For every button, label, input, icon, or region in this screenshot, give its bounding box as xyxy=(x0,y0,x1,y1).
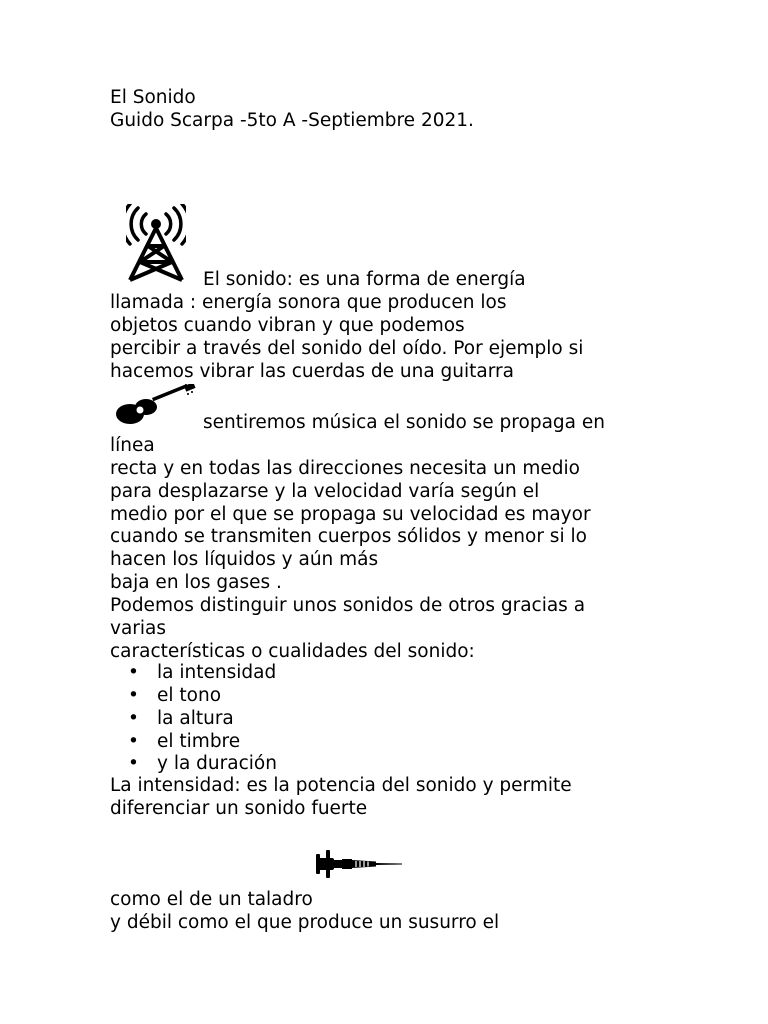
antenna-tower-icon xyxy=(126,204,186,282)
bullet-dot: • xyxy=(128,685,139,706)
paragraph-line: Podemos distinguir unos sonidos de otros gracias a xyxy=(110,595,586,616)
document-title: El Sonido xyxy=(110,87,196,108)
paragraph-line: cuando se transmiten cuerpos sólidos y menor si lo xyxy=(110,526,587,547)
drill-icon xyxy=(314,848,404,880)
list-item: la altura xyxy=(157,708,234,729)
document-byline: Guido Scarpa -5to A -Septiembre 2021. xyxy=(110,110,474,131)
paragraph-line: La intensidad: es la potencia del sonido y permite xyxy=(110,775,572,796)
paragraph-line: características o cualidades del sonido: xyxy=(110,641,475,662)
bullet-dot: • xyxy=(128,708,139,729)
paragraph-line: medio por el que se propaga su velocidad es mayor xyxy=(110,504,591,525)
paragraph-line: para desplazarse y la velocidad varía según el xyxy=(110,481,540,502)
list-item: y la duración xyxy=(157,753,277,774)
paragraph-line: recta y en todas las direcciones necesita un medio xyxy=(110,458,580,479)
paragraph-line: sentiremos música el sonido se propaga en xyxy=(203,412,605,433)
paragraph-line: baja en los gases . xyxy=(110,572,282,593)
list-item: la intensidad xyxy=(157,662,277,683)
paragraph-line: hacen los líquidos y aún más xyxy=(110,549,379,570)
paragraph-line: hacemos vibrar las cuerdas de una guitarra xyxy=(110,361,514,382)
list-item: el timbre xyxy=(157,731,241,752)
paragraph-line: línea xyxy=(110,435,155,456)
bullet-dot: • xyxy=(128,753,139,774)
paragraph-line: objetos cuando vibran y que podemos xyxy=(110,315,465,336)
paragraph-line: El sonido: es una forma de energía xyxy=(203,269,526,290)
paragraph-line: percibir a través del sonido del oído. Por ejemplo si xyxy=(110,338,584,359)
guitar-icon xyxy=(114,384,198,426)
paragraph-line: y débil como el que produce un susurro el xyxy=(110,912,500,933)
bullet-dot: • xyxy=(128,662,139,683)
bullet-dot: • xyxy=(128,731,139,752)
paragraph-line: varias xyxy=(110,618,167,639)
paragraph-line: como el de un taladro xyxy=(110,889,313,910)
paragraph-line: llamada : energía sonora que producen los xyxy=(110,292,507,313)
list-item: el tono xyxy=(157,685,222,706)
paragraph-line: diferenciar un sonido fuerte xyxy=(110,798,368,819)
